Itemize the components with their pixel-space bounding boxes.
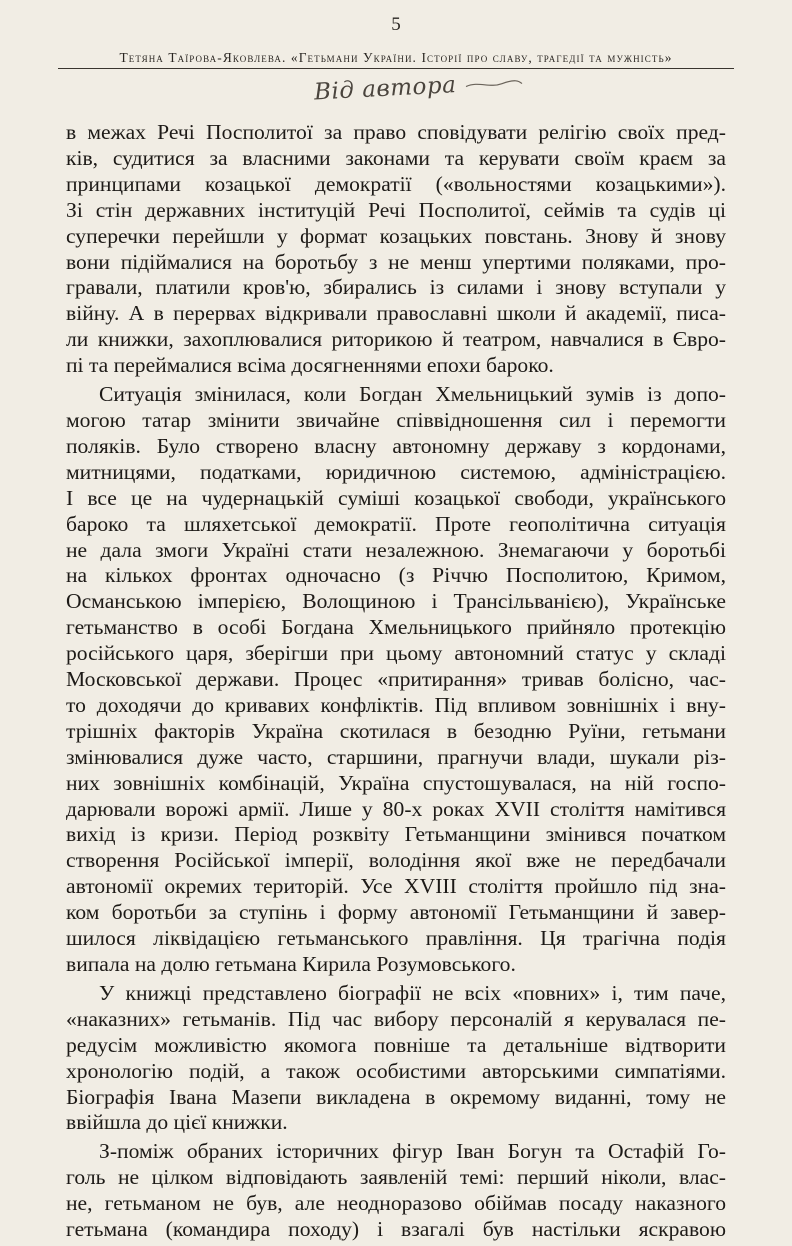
text-line: хронологію подій, а також особистими авторськими симпатіями.: [66, 1058, 726, 1083]
text-line: З-поміж обраних історичних фігур Іван Богун та Остафій Го-: [99, 1139, 726, 1164]
text-line: ків, судитися за власними законами та керувати своїм краєм за: [66, 145, 726, 170]
paragraph-3: [66, 981, 726, 1136]
text-line: в межах Речі Посполитої за право сповідувати релігію своїх пред-: [66, 120, 726, 144]
text-line: суперечки перейшли у формат козацьких повстань. Знову й знову: [66, 223, 726, 248]
paragraph-2: [66, 382, 726, 978]
body-text: [66, 120, 726, 1246]
text-line: російського царя, зберігши при цьому автономний статус у складі: [66, 641, 726, 666]
text-line: автономії окремих територій. Усе XVIII століття пройшло під зна-: [66, 874, 726, 899]
text-line: гетьмана (командира походу) і взагалі був настільки яскравою: [66, 1217, 726, 1242]
text-line: принципами козацької демократії («вольностями козацькими»).: [66, 171, 726, 196]
text-line: ли книжки, захоплювалися риторикою й театром, навчалися в Євро-: [66, 327, 726, 352]
text-line: війну. А в перервах відкривали православні школи й академії, писа-: [66, 301, 726, 326]
text-line: Ситуація змінилася, коли Богдан Хмельницький зумів із допо-: [99, 382, 726, 407]
text-line: дарювали ворожі армії. Лише у 80-х роках XVII століття намітився: [66, 796, 726, 821]
text-line: митницями, податками, юридичною системою, адміністрацією.: [66, 459, 726, 484]
text-line: шилося ліквідацією гетьманського правління. Ця трагічна подія: [66, 926, 726, 951]
text-line: бароко та шляхетської демократії. Проте геополітична ситуація: [66, 511, 726, 536]
text-line: голь не цілком відповідають заявленій темі: перший ніколи, влас-: [66, 1165, 726, 1190]
text-line: «наказних» гетьманів. Під час вибору персоналій я керувалася пе-: [66, 1006, 726, 1031]
text-line: випала на долю гетьмана Кирила Розумовського.: [66, 952, 516, 976]
header-rule: [58, 68, 734, 69]
text-line: не дала змоги Україні стати незалежною. Знемагаючи у боротьбі: [66, 537, 726, 562]
text-line: пі та переймалися всіма досягненнями епохи бароко.: [66, 353, 554, 378]
text-line: не, гетьманом не був, але неодноразово обіймав посаду наказного: [66, 1191, 726, 1216]
text-line: поляків. Було створено власну автономну державу з кордонами,: [66, 433, 726, 458]
text-line: ввійшла до цієї книжки.: [66, 1110, 288, 1135]
text-line: І все це на чудернацькій суміші козацької свободи, українського: [66, 485, 726, 510]
flourish-ornament: [464, 78, 524, 91]
text-line: Біографія Івана Мазепи викладена в окремому виданні, тому не: [66, 1084, 726, 1109]
text-line: гетьманство в особі Богдана Хмельницького прийняло протекцію: [66, 615, 726, 640]
text-line: Зі стін державних інституцій Речі Посполитої, сеймів та судів ці: [66, 197, 726, 222]
text-line: них зовнішніх комбінацій, Україна спустошувалася, на ній госпо-: [66, 770, 726, 795]
text-line: Московської держави. Процес «притирання» тривав болісно, час-: [66, 667, 726, 692]
text-line: створення Російської імперії, володіння якої вже не передбачали: [66, 848, 726, 873]
section-label: [313, 69, 524, 106]
paragraph-1: [66, 120, 726, 379]
text-line: могою татар змінити звичайне співвідношення сил і перемогти: [66, 407, 726, 432]
text-line: гравали, платили кров'ю, збирались із силами і знову вступали у: [66, 275, 726, 300]
section-label-text: Від автора: [313, 72, 457, 106]
paragraph-4: [66, 1139, 726, 1243]
text-line: вони підіймалися на боротьбу з не менш упертими поляками, про-: [66, 249, 726, 274]
text-line: змінювалися дуже часто, старшини, прагнучи влади, шукали різ-: [66, 744, 726, 769]
text-line: вихід із кризи. Період розквіту Гетьманщини змінився початком: [66, 822, 726, 847]
running-head: Тетяна Таїрова-Яковлева. «Гетьмани України. Історії про славу, трагедії та мужність»: [119, 50, 673, 65]
page-number: 5: [391, 14, 401, 35]
text-line: трішніх факторів Україна скотилася в безодню Руїни, гетьмани: [66, 718, 726, 743]
text-line: на кількох фронтах одночасно (з Річчю Посполитою, Кримом,: [66, 563, 726, 588]
text-line: то доходячи до кривавих конфліктів. Під впливом зовнішніх і вну-: [66, 692, 726, 717]
text-line: Османською імперією, Волощиною і Трансільванією), Українське: [66, 589, 726, 614]
text-line: редусім можливістю якомога повніше та детальніше відтворити: [66, 1032, 726, 1057]
text-line: У книжці представлено біографії не всіх «повних» і, тим паче,: [99, 980, 726, 1005]
text-line: ком боротьби за ступінь і форму автономії Гетьманщини й завер-: [66, 900, 726, 925]
